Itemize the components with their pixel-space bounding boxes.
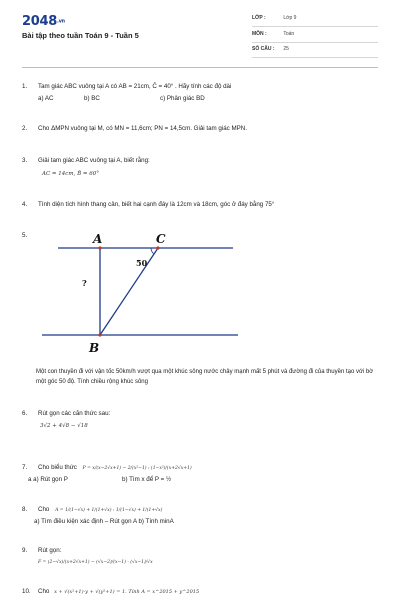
angle-arc [151, 248, 154, 254]
logo-tld: .vn [56, 18, 65, 25]
point-C [156, 246, 159, 249]
question-number: 1. [22, 83, 28, 90]
label-unknown: ? [82, 278, 87, 288]
question-text: Giải tam giác ABC vuông tại A, biết rằng: [38, 157, 150, 164]
question-8 [22, 505, 378, 515]
q7-part-a: a a) Rút gọn P [28, 476, 68, 483]
question-10 [22, 587, 378, 597]
meta-key: SỐ CÂU : [252, 46, 275, 52]
q8-math: A = 1/(1−√x) + 1/(1+√x) : 1/(1−√x) + 1/(1+√x) [55, 508, 163, 513]
question-number: 10. [22, 588, 31, 595]
question-text: Cho [38, 588, 50, 595]
question-7 [22, 463, 378, 473]
question-text: Rút gọn các căn thức sau: [38, 410, 111, 417]
label-A: A [93, 232, 103, 246]
question-6 [22, 409, 378, 418]
question-9 [22, 546, 378, 555]
meta-value: Toán [283, 31, 295, 37]
label-C: C [156, 232, 166, 246]
q7-part-b: b) Tìm x để P = ½ [122, 476, 172, 483]
worksheet-title: Bài tập theo tuần Toán 9 - Tuần 5 [22, 31, 139, 40]
question-number: 5. [22, 232, 28, 239]
q3-math: AC = 14cm, B̂ = 60° [42, 171, 99, 177]
label-angle: 50 [136, 258, 148, 268]
q1-part-a: a) AC [38, 95, 54, 102]
point-B [98, 333, 101, 336]
question-number: 2. [22, 125, 28, 132]
question-number: 4. [22, 201, 28, 208]
point-A [98, 246, 101, 249]
question-text: Cho ΔMPN vuông tại M, có MN = 11,6cm; PN = 14,5cm. Giải tam giác MPN. [38, 125, 247, 132]
q7-math: P = x/(x−2√x+1) − 2/(x²−1) : (1−x²)/(x+2√x+1) [82, 466, 192, 471]
q9-math: F = (2−√x)/(x+2√x+1) − (√x−2)/(x−1) · (√x−1)/√x [38, 560, 153, 565]
q8-part-a: a) Tìm điều kiện xác định – Rút gọn A b) Tính minA [34, 518, 174, 525]
question-number: 9. [22, 547, 28, 554]
segment-BC [100, 248, 158, 335]
question-text: Tam giác ABC vuông tại A có AB = 21cm, Ĉ = 40° . Hãy tính các độ dài [38, 83, 232, 90]
question-text: Tính diện tích hình thang cân, biết hai cạnh đáy là 12cm và 18cm, góc ở đáy bằng 75° [38, 201, 275, 208]
question-5-text: Một con thuyền đi với vận tốc 50km/h vượt qua một khúc sông nước chảy mạnh mất 5 phút và đường đi của thuyền tạo với bờ một góc 50 độ. Tính chiều rộng khúc sông [36, 369, 374, 385]
question-number: 6. [22, 410, 28, 417]
question-text: Cho [38, 506, 50, 513]
question-text: Cho biểu thức [38, 464, 77, 471]
question-number: 3. [22, 157, 28, 164]
q1-part-c: c) Phân giác BD [160, 95, 205, 102]
question-number: 7. [22, 464, 28, 471]
meta-value: Lớp 9 [283, 15, 297, 21]
logo-text: 2048 [22, 14, 57, 29]
question-text: Rút gọn: [38, 547, 62, 554]
question-number: 8. [22, 506, 28, 513]
q1-part-b: b) BC [84, 95, 100, 102]
q10-math: x + √(x²+1)·y + √(y²+1) = 1. Tính A = x^2015 + y^2015 [54, 589, 200, 595]
meta-value: 25 [283, 46, 289, 52]
q6-math: 3√2 + 4√8 − √18 [40, 423, 88, 429]
label-B: B [89, 341, 100, 355]
meta-key: MÔN : [252, 31, 267, 37]
meta-key: LỚP : [252, 15, 266, 21]
